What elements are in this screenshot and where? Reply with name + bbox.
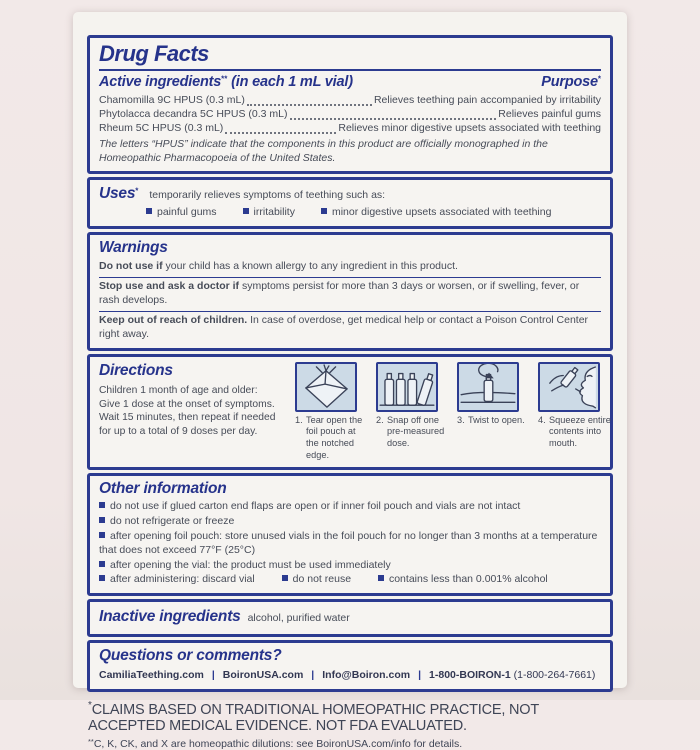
- section-questions: [87, 640, 613, 692]
- square-bullet-icon: [378, 575, 384, 581]
- separator: |: [311, 669, 315, 682]
- website-boironusa: BoironUSA.com: [222, 669, 304, 682]
- directions-text-line: Give 1 dose at the onset of symptoms.: [99, 398, 275, 410]
- section-inactive-ingredients: [87, 599, 613, 636]
- ingredient-purpose: Relieves painful gums: [498, 108, 601, 121]
- double-asterisk-marker: **: [88, 737, 94, 747]
- ingredient-row: [99, 94, 601, 108]
- claims-disclaimer: *CLAIMS BASED ON TRADITIONAL HOMEOPATHIC PRACTICE, NOT ACCEPTED MEDICAL EVIDENCE. NOT FDA EVALUATED.: [88, 700, 539, 735]
- ingredient-name: Rheum 5C HPUS (0.3 mL): [99, 122, 224, 135]
- drug-facts-label-card: [73, 12, 627, 750]
- active-ingredients-heading: Active ingredients** (in each 1 mL vial): [99, 74, 353, 91]
- other-information-heading: Other information: [99, 479, 227, 497]
- other-info-item: contains less than 0.001% alcohol: [378, 573, 548, 585]
- ingredient-name: Phytolacca decandra 5C HPUS (0.3 mL): [99, 108, 288, 121]
- square-bullet-icon: [99, 502, 105, 508]
- email-boiron: Info@Boiron.com: [322, 669, 411, 682]
- dot-leader: [290, 118, 497, 120]
- square-bullet-icon: [243, 208, 249, 214]
- other-info-item: after opening the vial: the product must be used immediately: [99, 559, 601, 573]
- other-info-item: after administering: discard vial: [99, 573, 255, 585]
- direction-step-3: 3. Twist to open.: [457, 362, 531, 462]
- purpose-heading: Purpose*: [541, 74, 601, 91]
- drug-facts-title: Drug Facts: [99, 41, 209, 66]
- direction-step-2: 2. Snap off one pre-measured dose.: [376, 362, 450, 462]
- warning-item: Keep out of reach of children. In case of overdose, get medical help or contact a Poison Control Center right away.: [99, 313, 589, 340]
- other-info-item: do not refrigerate or freeze: [99, 515, 601, 529]
- vial-strip-icon: [376, 362, 438, 412]
- separator: |: [211, 669, 215, 682]
- ingredient-purpose: Relieves minor digestive upsets associated with teething: [338, 122, 601, 135]
- square-bullet-icon: [99, 561, 105, 567]
- title-divider: [99, 69, 601, 71]
- direction-step-4: 4. Squeeze entire contents into mouth.: [538, 362, 612, 462]
- asterisk-marker: *: [135, 186, 139, 196]
- uses-heading: Uses: [99, 184, 136, 202]
- directions-text-line: Wait 15 minutes, then repeat if needed: [99, 412, 276, 424]
- other-info-item: do not use if glued carton end flaps are open or if inner foil pouch and vials are not intact: [99, 500, 601, 514]
- phone-number-numeric: (1-800-264-7661): [513, 669, 596, 682]
- list-item: irritability: [243, 206, 295, 220]
- directions-heading: Directions: [99, 361, 173, 379]
- uses-intro: temporarily relieves symptoms of teething such as:: [149, 188, 386, 201]
- foil-pouch-icon: [295, 362, 357, 412]
- directions-text-line: for up to a total of 9 doses per day.: [99, 425, 258, 437]
- asterisk-marker: *: [597, 74, 601, 84]
- separator: |: [418, 669, 422, 682]
- square-bullet-icon: [146, 208, 152, 214]
- website-camiliateething: CamiliaTeething.com: [99, 669, 204, 682]
- direction-step-1: 1. Tear open the foil pouch at the notched edge.: [295, 362, 369, 462]
- drug-facts-panel: [87, 35, 613, 692]
- twist-open-icon: [457, 362, 519, 412]
- warning-item: Stop use and ask a doctor if symptoms persist for more than 3 days or worsen, or if swelling, fever, or rash develops.: [99, 278, 601, 312]
- hpus-note: The letters “HPUS” indicate that the components in this product are officially monographed in the Homeopathic Pharmacopoeia of the United States.: [99, 137, 548, 164]
- other-info-inline-row: [99, 573, 601, 587]
- questions-heading: Questions or comments?: [99, 646, 282, 664]
- asterisk-marker: *: [88, 700, 92, 712]
- section-uses: [87, 177, 613, 229]
- ingredient-purpose: Relieves teething pain accompanied by irritability: [373, 94, 601, 107]
- square-bullet-icon: [321, 208, 327, 214]
- section-directions: [87, 354, 613, 470]
- section-other-information: [87, 473, 613, 597]
- warnings-heading: Warnings: [99, 238, 168, 256]
- ingredient-name: Chamomilla 9C HPUS (0.3 mL): [99, 94, 245, 107]
- ingredient-row: [99, 108, 601, 122]
- contact-line: [99, 669, 601, 683]
- directions-steps: [295, 360, 612, 462]
- inactive-ingredients-text: alcohol, purified water: [247, 612, 350, 625]
- list-item: painful gums: [146, 206, 217, 220]
- other-info-item: do not reuse: [282, 573, 351, 585]
- dot-leader: [247, 104, 372, 106]
- list-item: minor digestive upsets associated with teething: [321, 206, 551, 220]
- directions-text-line: Children 1 month of age and older:: [99, 385, 258, 397]
- ingredient-row: [99, 122, 601, 136]
- phone-number: 1-800-BOIRON-1: [429, 669, 511, 682]
- square-bullet-icon: [99, 532, 105, 538]
- uses-bullet-list: [146, 206, 601, 220]
- dot-leader: [225, 132, 336, 134]
- square-bullet-icon: [99, 517, 105, 523]
- double-asterisk-marker: **: [221, 74, 228, 84]
- warning-item: Do not use if your child has a known allergy to any ingredient in this product.: [99, 258, 601, 278]
- square-bullet-icon: [282, 575, 288, 581]
- squeeze-into-mouth-icon: [538, 362, 600, 412]
- inactive-ingredients-heading: Inactive ingredients: [99, 608, 241, 626]
- other-info-item: after opening foil pouch: store unused vials in the foil pouch for no longer than 3 months at a temperature that does not exceed 77°F (25°C): [99, 529, 598, 556]
- section-warnings: [87, 232, 613, 351]
- footnotes: [87, 700, 613, 750]
- square-bullet-icon: [99, 575, 105, 581]
- section-active-ingredients: [87, 35, 613, 174]
- dilutions-footnote: **C, K, CK, and X are homeopathic dilutions: see BoironUSA.com/info for details.: [88, 737, 463, 750]
